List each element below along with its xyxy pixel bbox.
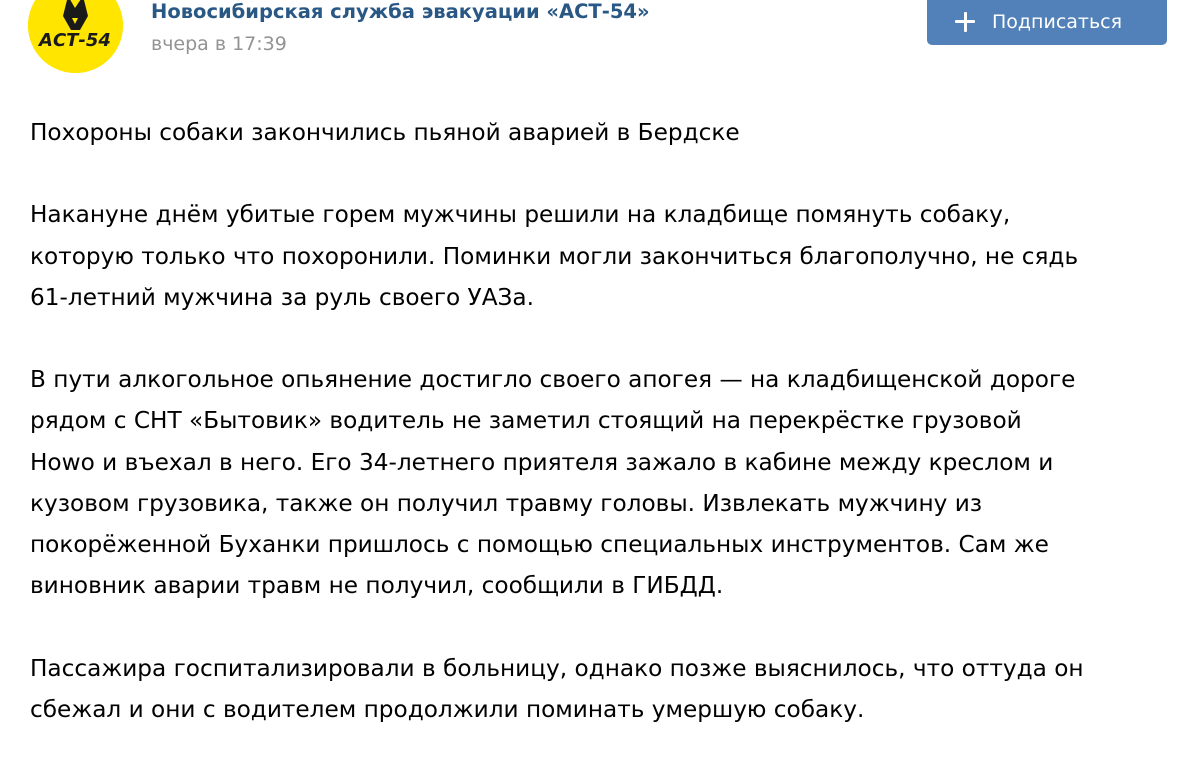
post-line: Пассажира госпитализировали в больницу, однако позже выяснилось, что оттуда он	[30, 654, 1084, 682]
post-line: виновник аварии травм не получил, сообщили в ГИБДД.	[30, 572, 724, 600]
post-line: которую только что похоронили. Поминки могли закончиться благополучно, не сядь	[30, 242, 1079, 270]
post-line: кузовом грузовика, также он получил травму головы. Извлекать мужчину из	[30, 489, 983, 517]
post-line: 61-летний мужчина за руль своего УАЗа.	[30, 283, 534, 311]
subscribe-button[interactable]	[927, 0, 1167, 45]
post-line: В пути алкогольное опьянение достигло своего апогея — на кладбищенской дороге	[30, 366, 1076, 394]
group-name-link[interactable]: Новосибирская служба эвакуации «АСТ-54»	[151, 0, 650, 23]
post-text	[30, 112, 1170, 730]
post-date[interactable]: вчера в 17:39	[151, 33, 287, 55]
post-line: Накануне днём убитые горем мужчины решили на кладбище помянуть собаку,	[30, 201, 1011, 229]
post-line: рядом с СНТ «Бытовик» водитель не заметил стоящий на перекрёстке грузовой	[30, 407, 1022, 435]
group-avatar[interactable]	[28, 0, 123, 73]
subscribe-button-label: Подписаться	[992, 10, 1123, 33]
post-line: Howo и въехал в него. Его 34-летнего приятеля зажало в кабине между креслом и	[30, 448, 1054, 476]
post-title: Похороны собаки закончились пьяной аварией в Бердске	[30, 119, 740, 146]
plus-icon	[955, 12, 975, 32]
post-line: покорёженной Буханки пришлось с помощью специальных инструментов. Сам же	[30, 531, 1049, 558]
avatar-logo-text: АСТ-54	[39, 30, 111, 51]
wolf-logo-icon	[28, 0, 123, 73]
post-line: сбежал и они с водителем продолжили поминать умершую собаку.	[30, 695, 865, 723]
